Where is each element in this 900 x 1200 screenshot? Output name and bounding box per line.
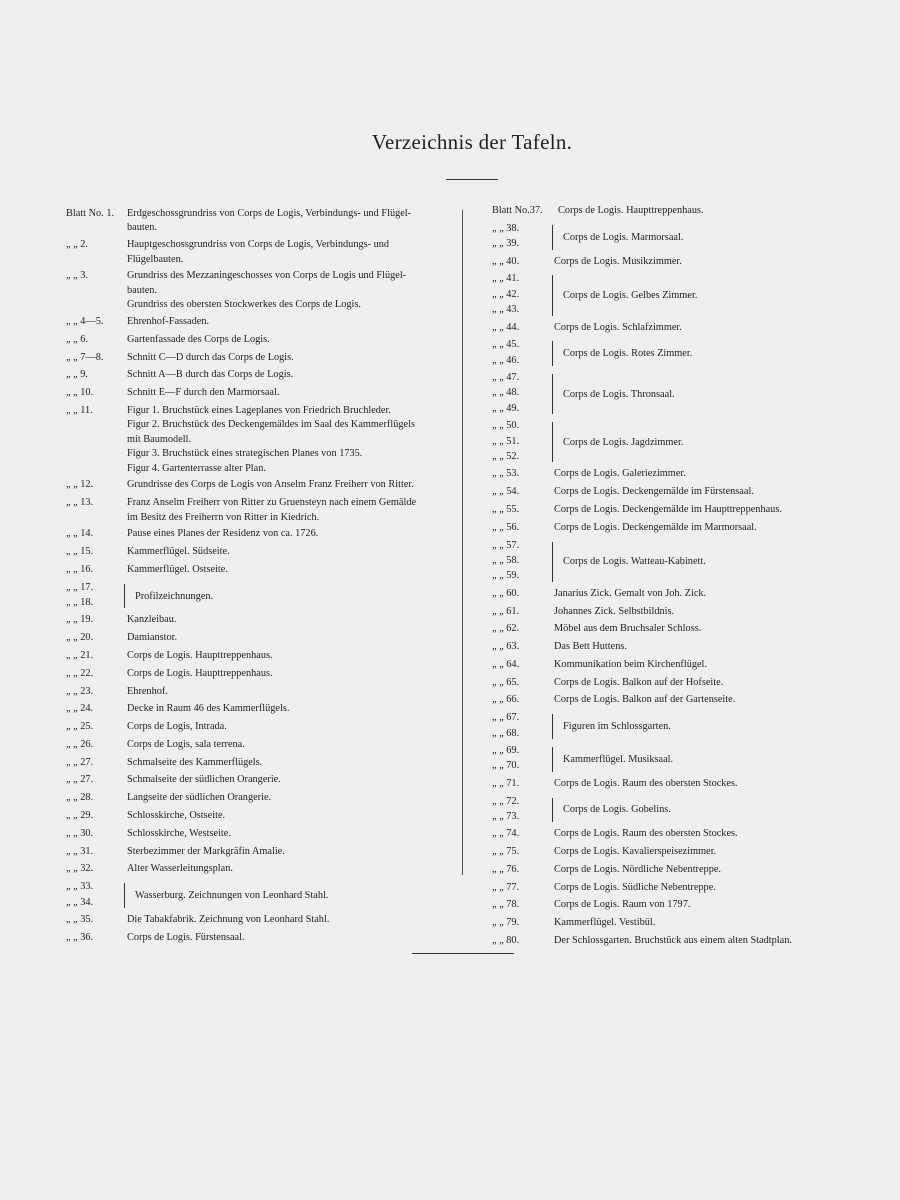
plate-number: „ „ 25.: [66, 721, 94, 733]
list-entry: [66, 238, 458, 267]
description-line: Grundriss des obersten Stockwerkes des Corps de Logis.: [127, 299, 361, 311]
description-line: bauten.: [127, 222, 158, 234]
plate-description: [127, 720, 458, 733]
bottom-rule: [412, 953, 514, 954]
list-entry: [492, 467, 852, 482]
list-entry: [66, 667, 458, 682]
plate-number: „ „ 21.: [66, 650, 94, 662]
list-entry: [66, 845, 458, 860]
description-line: Corps de Logis. Haupttreppenhaus.: [558, 205, 704, 216]
brace: [124, 883, 129, 908]
description-line: Corps de Logis. Deckengemälde im Fürstensaal.: [554, 486, 754, 498]
plate-number-group: [492, 419, 552, 465]
plate-description: Corps de Logis. Gobelins.: [563, 804, 671, 816]
plate-description: [554, 881, 852, 894]
plate-number: „ „ 80.: [492, 935, 520, 946]
description-line: Corps de Logis. Raum des obersten Stockes.: [554, 828, 738, 840]
plate-number: „ „ 41.: [492, 273, 520, 285]
grouped-entry: [492, 711, 852, 742]
brace: [552, 714, 557, 739]
list-entry: [66, 351, 458, 366]
plate-number-group: [492, 222, 552, 253]
description-line: Der Schlossgarten. Bruchstück aus einem alten Stadtplan.: [554, 935, 792, 946]
plate-number: „ „ 78.: [492, 899, 520, 911]
plate-description: Corps de Logis. Gelbes Zimmer.: [563, 289, 698, 301]
plate-description: Figuren im Schlossgarten.: [563, 721, 671, 733]
plate-number: „ „ 31.: [66, 845, 94, 857]
plate-number-group: [492, 338, 552, 369]
plate-number: „ „ 76.: [492, 863, 520, 875]
brace: [552, 747, 557, 772]
description-line: Grundriss des Mezzaningeschosses von Corps de Logis und Flügel-: [127, 270, 407, 282]
plate-number: „ „ 67.: [492, 712, 520, 724]
plate-number: „ „ 35.: [66, 913, 94, 925]
description-line: Pause eines Planes der Residenz von ca. 1726.: [127, 528, 319, 540]
plate-description: Kammerflügel. Musiksaal.: [563, 753, 674, 765]
plate-description: [127, 913, 458, 926]
plate-number: „ „ 32.: [66, 863, 94, 875]
list-entry: [66, 720, 458, 735]
plate-description: [554, 255, 852, 268]
list-entry: [66, 404, 458, 476]
plate-number: „ „ 49.: [492, 402, 520, 414]
plate-number-group: [492, 795, 552, 826]
list-entry: [492, 622, 852, 637]
plate-number: „ „ 2.: [66, 239, 89, 251]
plate-number: „ „ 71.: [492, 777, 520, 789]
list-entry: [492, 255, 852, 270]
plate-description: [554, 622, 852, 635]
plate-number: „ „ 72.: [492, 795, 520, 807]
description-line: Alter Wasserleitungsplan.: [127, 863, 233, 875]
plate-description: Corps de Logis. Rotes Zimmer.: [563, 348, 693, 360]
list-entry: [492, 503, 852, 518]
grouped-entry: [492, 222, 852, 253]
list-entry: [492, 676, 852, 691]
grouped-entry: [492, 795, 852, 826]
plate-number: „ „ 79.: [492, 917, 520, 929]
plate-number: „ „ 66.: [492, 694, 520, 706]
description-line: Johannes Zick. Selbstbildnis.: [554, 605, 675, 617]
plate-description: [554, 587, 852, 600]
list-entry: [66, 563, 458, 578]
grouped-entry: [492, 419, 852, 465]
plate-number: „ „ 63.: [492, 641, 520, 653]
plate-number: „ „ 46.: [492, 354, 520, 366]
description-line: Schnitt E—F durch den Marmorsaal.: [127, 387, 280, 399]
plate-number: „ „ 17.: [66, 581, 94, 593]
plate-number: „ „ 22.: [66, 667, 94, 679]
plate-number: „ „ 57.: [492, 539, 520, 551]
description-line: Langseite der südlichen Orangerie.: [127, 792, 272, 804]
grouped-entry: [492, 371, 852, 417]
description-line: Corps de Logis. Haupttreppenhaus.: [127, 667, 273, 679]
plate-number: „ „ 15.: [66, 546, 94, 558]
description-line: Franz Anselm Freiherr von Ritter zu Gruensteyn nach einem Gemälde: [127, 497, 417, 509]
plate-number-group: [492, 539, 552, 585]
list-entry: [66, 862, 458, 877]
plate-number: „ „ 27.: [66, 756, 94, 768]
list-entry: [492, 916, 852, 931]
plate-number: „ „ 7—8.: [66, 351, 104, 363]
plate-number: „ „ 16.: [66, 563, 94, 575]
plate-description: [554, 503, 852, 516]
description-line: Schlosskirche, Westseite.: [127, 827, 231, 839]
description-line: Schmalseite der südlichen Orangerie.: [127, 774, 281, 786]
plate-number: Blatt No.37.: [492, 205, 543, 216]
list-entry: [66, 631, 458, 646]
plate-number: „ „ 26.: [66, 738, 94, 750]
plate-description: [127, 667, 458, 680]
description-line: Corps de Logis. Haupttreppenhaus.: [127, 650, 273, 662]
description-line: im Besitz des Freiherrn von Ritter in Kiedrich.: [127, 511, 320, 523]
list-entry: [66, 545, 458, 560]
plate-number-group: [66, 880, 124, 911]
plate-number: „ „ 24.: [66, 703, 94, 715]
grouped-entry: [492, 272, 852, 318]
plate-number: „ „ 68.: [492, 727, 520, 739]
plate-number: „ „ 62.: [492, 623, 520, 635]
plate-number: „ „ 69.: [492, 744, 520, 756]
description-line: Figur 2. Bruchstück des Deckengemäldes im Saal des Kammerflügels: [127, 419, 415, 431]
plate-description: [127, 207, 458, 236]
brace: [124, 584, 129, 609]
description-line: Grundrisse des Corps de Logis von Anselm Franz Freiherr von Ritter.: [127, 479, 414, 491]
plate-number: „ „ 12.: [66, 479, 94, 491]
plate-description: [554, 777, 852, 790]
description-line: Corps de Logis. Fürstensaal.: [127, 931, 245, 943]
description-line: Gartenfassade des Corps de Logis.: [127, 333, 270, 345]
plate-number: „ „ 74.: [492, 828, 520, 840]
plate-description: [554, 934, 852, 947]
description-line: Flügelbauten.: [127, 253, 184, 265]
plate-number: „ „ 55.: [492, 503, 520, 515]
list-entry: [66, 773, 458, 788]
description-line: Schmalseite des Kammerflügels.: [127, 756, 263, 768]
plate-description: [127, 702, 458, 715]
plate-number: „ „ 33.: [66, 881, 94, 893]
brace: [552, 542, 557, 582]
description-line: Möbel aus dem Bruchsaler Schloss.: [554, 623, 702, 635]
list-entry: [492, 693, 852, 708]
description-line: Kammerflügel. Ostseite.: [127, 563, 228, 575]
list-entry: [66, 207, 458, 236]
plate-number: „ „ 60.: [492, 587, 520, 599]
list-entry: [492, 587, 852, 602]
description-line: Damianstor.: [127, 632, 178, 644]
brace: [552, 275, 557, 315]
plate-description: [127, 368, 458, 381]
description-line: Figur 4. Gartenterrasse alter Plan.: [127, 462, 266, 474]
list-entry: [66, 333, 458, 348]
list-entry: [492, 898, 852, 913]
description-line: Das Bett Huttens.: [554, 641, 627, 653]
description-line: Corps de Logis, sala terrena.: [127, 738, 245, 750]
description-line: Corps de Logis. Raum von 1797.: [554, 899, 691, 911]
description-line: Ehrenhof-Fassaden.: [127, 316, 210, 328]
description-line: Schlosskirche, Ostseite.: [127, 810, 226, 822]
list-entry: [492, 521, 852, 536]
description-line: Corps de Logis. Galeriezimmer.: [554, 468, 686, 480]
list-entry: [66, 368, 458, 383]
plate-number: „ „ 75.: [492, 846, 520, 858]
plate-number: „ „ 9.: [66, 369, 89, 381]
plate-description: [127, 809, 458, 822]
plate-number: „ „ 19.: [66, 614, 94, 626]
plate-number: „ „ 34.: [66, 896, 94, 908]
plate-description: [554, 521, 852, 534]
list-entry: [492, 827, 852, 842]
description-line: bauten.: [127, 284, 158, 296]
list-entry: [66, 685, 458, 700]
plate-description: [127, 827, 458, 840]
title-rule: [446, 179, 498, 180]
description-line: Figur 1. Bruchstück eines Lageplanes von Friedrich Bruchleder.: [127, 404, 391, 416]
plate-description: [127, 756, 458, 769]
description-line: Decke in Raum 46 des Kammerflügels.: [127, 703, 290, 715]
plate-number: „ „ 61.: [492, 605, 520, 617]
plate-description: [127, 773, 458, 786]
plate-number: „ „ 59.: [492, 570, 520, 582]
plate-description: [127, 845, 458, 858]
plate-number: „ „ 65.: [492, 676, 520, 688]
list-entry: [66, 386, 458, 401]
plate-number: „ „ 40.: [492, 255, 520, 267]
plate-description: [554, 658, 852, 671]
plate-description: [127, 862, 458, 875]
plate-description: [127, 333, 458, 346]
description-line: Corps de Logis. Musikzimmer.: [554, 255, 682, 267]
grouped-entry: [492, 338, 852, 369]
plate-description: [558, 204, 852, 217]
list-entry: [492, 485, 852, 500]
grouped-entry: [492, 744, 852, 775]
plate-number: „ „ 29.: [66, 810, 94, 822]
left-column: [66, 207, 458, 949]
list-entry: [66, 315, 458, 330]
brace: [552, 798, 557, 823]
plate-description: [127, 315, 458, 328]
list-entry: [492, 845, 852, 860]
description-line: Corps de Logis. Schlafzimmer.: [554, 321, 682, 333]
plate-description: [127, 496, 458, 525]
description-line: Corps de Logis. Balkon auf der Hofseite.: [554, 676, 724, 688]
list-entry: [66, 478, 458, 493]
plate-description: Corps de Logis. Jagdzimmer.: [563, 436, 684, 448]
description-line: mit Baumodell.: [127, 433, 192, 445]
list-entry: [66, 702, 458, 717]
plate-number: „ „ 50.: [492, 420, 520, 432]
description-line: Corps de Logis. Balkon auf der Gartenseite.: [554, 694, 736, 706]
description-line: Kammerflügel. Südseite.: [127, 546, 230, 558]
description-line: Kommunikation beim Kirchenflügel.: [554, 658, 707, 670]
plate-description: Wasserburg. Zeichnungen von Leonhard Stahl.: [135, 890, 329, 902]
list-entry: [66, 913, 458, 928]
plate-description: [554, 898, 852, 911]
list-entry: [66, 931, 458, 946]
plate-number: „ „ 20.: [66, 632, 94, 644]
plate-number: „ „ 48.: [492, 387, 520, 399]
list-entry: [66, 791, 458, 806]
description-line: Schnitt C—D durch das Corps de Logis.: [127, 351, 294, 363]
plate-description: [127, 613, 458, 626]
description-line: Corps de Logis. Nördliche Nebentreppe.: [554, 863, 721, 875]
plate-number: „ „ 77.: [492, 881, 520, 893]
plate-description: [127, 563, 458, 576]
plate-description: [127, 791, 458, 804]
plate-number: „ „ 38.: [492, 222, 520, 234]
plate-number: „ „ 43.: [492, 304, 520, 316]
plate-number: „ „ 73.: [492, 810, 520, 822]
plate-description: [554, 863, 852, 876]
plate-description: [127, 527, 458, 540]
description-line: Corps de Logis. Deckengemälde im Haupttreppenhaus.: [554, 503, 782, 515]
plate-number-group: [492, 272, 552, 318]
description-line: Kammerflügel. Vestibül.: [554, 917, 656, 929]
description-line: Corps de Logis. Deckengemälde im Marmorsaal.: [554, 521, 757, 533]
description-line: Corps de Logis. Kavalierspeisezimmer.: [554, 846, 717, 858]
plate-number: „ „ 10.: [66, 387, 94, 399]
page-title: Verzeichnis der Tafeln.: [371, 130, 573, 154]
plate-number: „ „ 45.: [492, 339, 520, 351]
description-line: Figur 3. Bruchstück eines strategischen Planes von 1735.: [127, 448, 363, 460]
plate-description: [127, 738, 458, 751]
plate-description: [127, 238, 458, 267]
plate-description: [127, 269, 458, 312]
plate-description: [554, 467, 852, 480]
brace: [552, 225, 557, 250]
brace: [552, 374, 557, 414]
list-entry: [492, 863, 852, 878]
plate-number: „ „ 27.: [66, 774, 94, 786]
description-line: Sterbezimmer der Markgräfin Amalie.: [127, 845, 285, 857]
list-entry: [66, 809, 458, 824]
plate-number: „ „ 36.: [66, 931, 94, 943]
list-entry: [492, 881, 852, 896]
description-line: Corps de Logis. Raum des obersten Stockes.: [554, 777, 738, 789]
plate-description: [127, 545, 458, 558]
plate-number: „ „ 44.: [492, 321, 520, 333]
plate-description: [127, 351, 458, 364]
list-entry: [492, 658, 852, 673]
plate-description: [127, 631, 458, 644]
plate-number: „ „ 56.: [492, 521, 520, 533]
plate-number: „ „ 70.: [492, 760, 520, 772]
list-entry: [492, 204, 852, 219]
list-entry: [66, 613, 458, 628]
plate-number: „ „ 42.: [492, 288, 520, 300]
description-line: Corps de Logis, Intrada.: [127, 721, 227, 733]
list-entry: [492, 777, 852, 792]
plate-number: „ „ 6.: [66, 333, 89, 345]
list-entry: [66, 496, 458, 525]
plate-number: „ „ 11.: [66, 404, 93, 416]
column-divider: [462, 210, 463, 875]
list-entry: [492, 640, 852, 655]
description-line: Corps de Logis. Südliche Nebentreppe.: [554, 881, 716, 893]
plate-description: [127, 478, 458, 491]
plate-description: [554, 321, 852, 334]
plate-number-group: [492, 711, 552, 742]
description-line: Hauptgeschossgrundriss von Corps de Logis, Verbindungs- und: [127, 239, 390, 251]
plate-description: Corps de Logis. Watteau-Kabinett.: [563, 556, 706, 568]
description-line: Erdgeschossgrundriss von Corps de Logis, Verbindungs- und Flügel-: [127, 208, 412, 219]
brace: [552, 341, 557, 366]
list-entry: [66, 269, 458, 312]
list-entry: [66, 827, 458, 842]
plate-description: [127, 404, 458, 476]
list-entry: [492, 321, 852, 336]
plate-number: „ „ 30.: [66, 827, 94, 839]
list-entry: [492, 605, 852, 620]
plate-number: „ „ 58.: [492, 554, 520, 566]
plate-number-group: [492, 371, 552, 417]
list-entry: [66, 738, 458, 753]
plate-description: Corps de Logis. Marmorsaal.: [563, 231, 684, 243]
description-line: Janarius Zick. Gemalt von Joh. Zick.: [554, 587, 707, 599]
plate-description: [127, 386, 458, 399]
plate-number-group: [492, 744, 552, 775]
list-entry: [66, 527, 458, 542]
plate-description: [127, 685, 458, 698]
grouped-entry: [66, 581, 458, 612]
plate-description: [554, 676, 852, 689]
plate-number: „ „ 4—5.: [66, 316, 104, 328]
plate-description: [554, 485, 852, 498]
grouped-entry: [66, 880, 458, 911]
plate-number: „ „ 3.: [66, 270, 89, 282]
plate-number: „ „ 14.: [66, 528, 94, 540]
list-entry: [66, 756, 458, 771]
description-line: Die Tabakfabrik. Zeichnung von Leonhard Stahl.: [127, 913, 330, 925]
plate-description: [554, 693, 852, 706]
plate-number: „ „ 23.: [66, 685, 94, 697]
plate-number: „ „ 51.: [492, 435, 520, 447]
plate-number: „ „ 54.: [492, 486, 520, 498]
plate-description: [554, 845, 852, 858]
description-line: Ehrenhof.: [127, 685, 168, 697]
plate-number: „ „ 53.: [492, 468, 520, 480]
plate-number: „ „ 52.: [492, 451, 520, 463]
plate-number: Blatt No. 1.: [66, 208, 115, 219]
plate-number: „ „ 47.: [492, 372, 520, 384]
plate-number-group: [66, 581, 124, 612]
plate-description: [554, 916, 852, 929]
plate-description: [127, 649, 458, 662]
list-entry: [492, 934, 852, 949]
plate-number: „ „ 28.: [66, 792, 94, 804]
plate-description: [554, 640, 852, 653]
description-line: Schnitt A—B durch das Corps de Logis.: [127, 369, 294, 381]
plate-description: Corps de Logis. Thronsaal.: [563, 388, 675, 400]
plate-description: Profilzeichnungen.: [135, 590, 214, 602]
plate-number: „ „ 13.: [66, 497, 94, 509]
plate-number: „ „ 39.: [492, 238, 520, 250]
plate-description: [554, 827, 852, 840]
brace: [552, 422, 557, 462]
plate-description: [554, 605, 852, 618]
description-line: Kanzleibau.: [127, 614, 177, 626]
right-column: [492, 204, 852, 952]
plate-number: „ „ 64.: [492, 658, 520, 670]
plate-description: [127, 931, 458, 944]
plate-number: „ „ 18.: [66, 597, 94, 609]
grouped-entry: [492, 539, 852, 585]
list-entry: [66, 649, 458, 664]
